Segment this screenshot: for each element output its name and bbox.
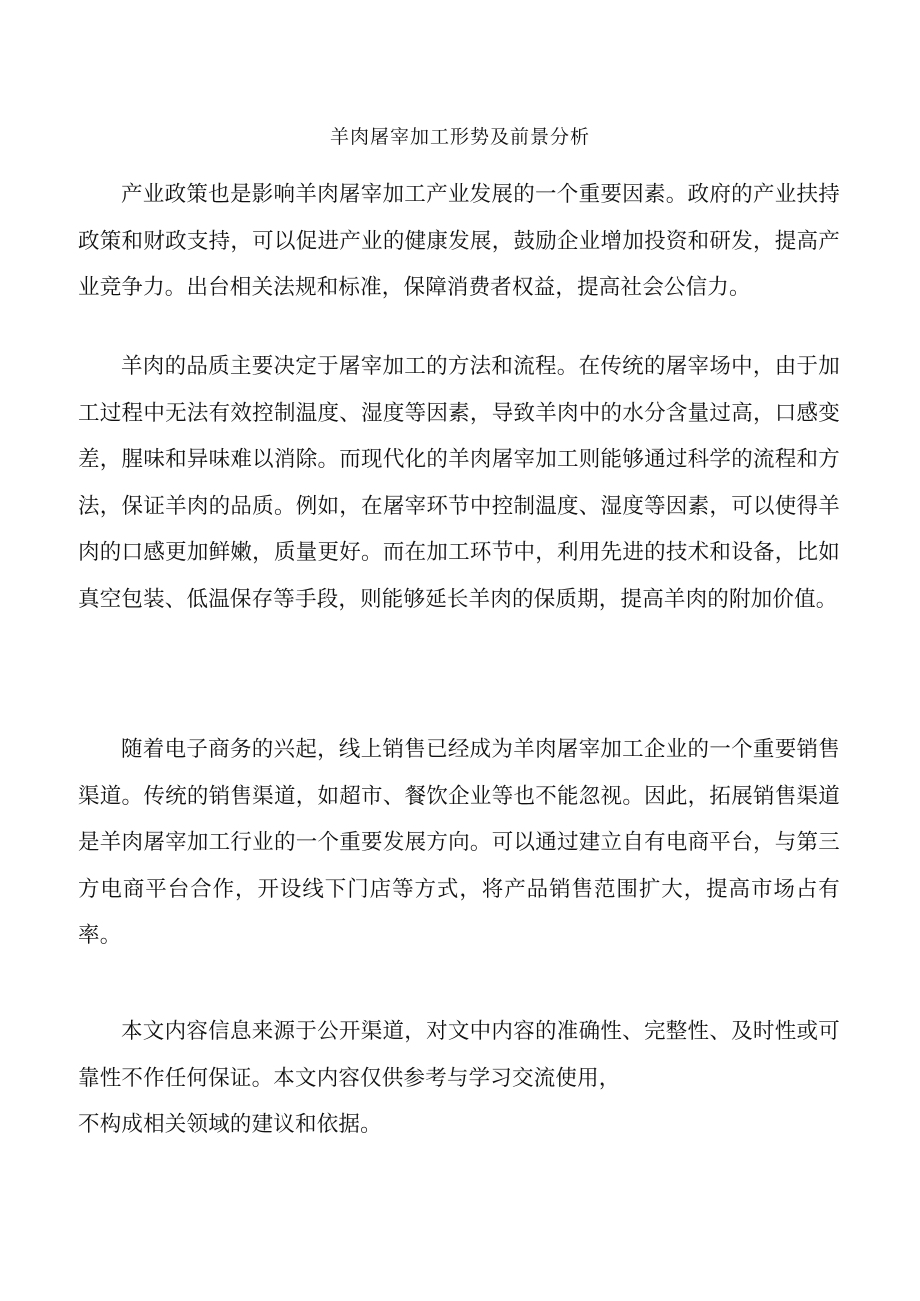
disclaimer-line-1: 本文内容信息来源于公开渠道，对文中内容的准确性、完整性、及时性或可靠性不作任何保证。本文内容仅供参考与学习交流使用， — [78, 1019, 840, 1091]
disclaimer-line-2: 不构成相关领域的建议和依据。 — [78, 1112, 382, 1137]
document-title: 羊肉屠宰加工形势及前景分析 — [329, 126, 590, 148]
paragraph-sales-channels: 随着电子商务的兴起，线上销售已经成为羊肉屠宰加工企业的一个重要销售渠道。传统的销售渠道，如超市、餐饮企业等也不能忽视。因此，拓展销售渠道是羊肉屠宰加工行业的一个重要发展方向。可以通过建立自有电商平台，与第三方电商平台合作，开设线下门店等方式，将产品销售范围扩大，提高市场占有率。 — [78, 737, 840, 948]
paragraph-industry-policy: 产业政策也是影响羊肉屠宰加工产业发展的一个重要因素。政府的产业扶持政策和财政支持，可以促进产业的健康发展，鼓励企业增加投资和研发，提高产业竞争力。出台相关法规和标准，保障消费者权益，提高社会公信力。 — [78, 182, 840, 300]
paragraph-meat-quality: 羊肉的品质主要决定于屠宰加工的方法和流程。在传统的屠宰场中，由于加工过程中无法有效控制温度、湿度等因素，导致羊肉中的水分含量过高，口感变差，腥味和异味难以消除。而现代化的羊肉屠宰加工则能够通过科学的流程和方法，保证羊肉的品质。例如，在屠宰环节中控制温度、湿度等因素，可以使得羊肉的口感更加鲜嫩，质量更好。而在加工环节中，利用先进的技术和设备，比如真空包装、低温保存等手段，则能够延长羊肉的保质期，提高羊肉的附加价值。 — [78, 354, 840, 612]
disclaimer-paragraph — [78, 1009, 840, 1149]
